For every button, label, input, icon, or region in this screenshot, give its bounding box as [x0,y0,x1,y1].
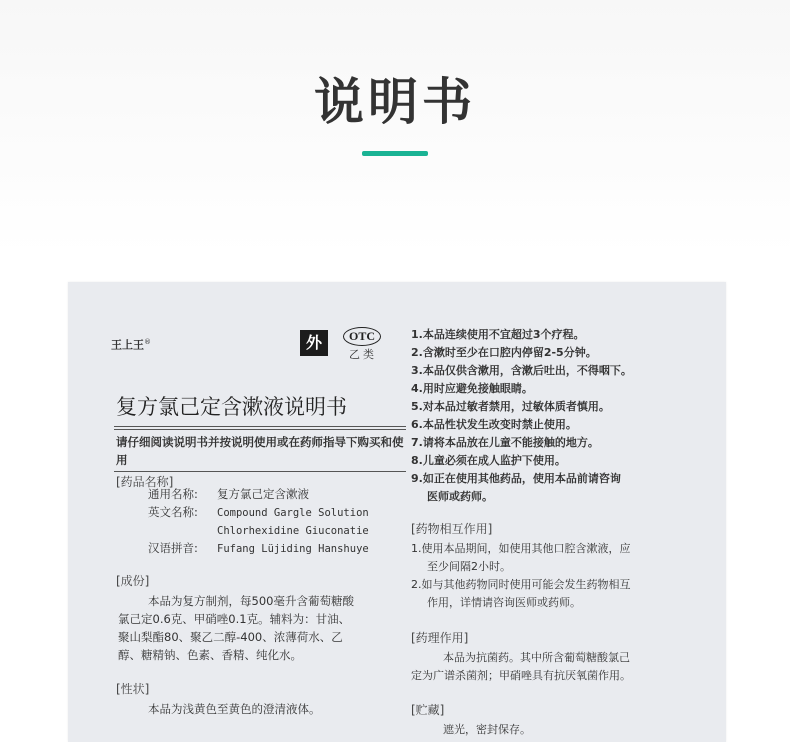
ingredients-line: 氯己定0.6克、甲硝唑0.1克。辅料为：甘油、 [118,612,351,626]
title-rule-2 [114,429,406,430]
external-use-badge: 外 [300,330,328,356]
warning-item: 6.本品性状发生改变时禁止使用。 [411,418,577,431]
section-heading-name: [药品名称] [116,475,174,489]
section-heading-interactions: [药物相互作用] [411,522,493,536]
warning-item: 8.儿童必须在成人监护下使用。 [411,454,566,467]
section-heading-properties: [性状] [116,682,150,696]
leaflet-photo [68,282,726,742]
warning-item: 2.含漱时至少在口腔内停留2-5分钟。 [411,346,597,359]
english-name-value-2: Chlorhexidine Giuconatie [217,525,369,537]
warning-item: 3.本品仅供含漱用，含漱后吐出，不得咽下。 [411,364,632,377]
page-header [0,0,790,300]
storage-text: 遮光，密封保存。 [443,723,531,736]
interactions-line: 至少间隔2小时。 [427,560,511,573]
english-name-value-1: Compound Gargle Solution [217,507,369,519]
leaflet-title: 复方氯己定含漱液说明书 [116,395,347,419]
interactions-line: 作用，详情请咨询医师或药师。 [427,596,581,609]
section-heading-pharmacology: [药理作用] [411,631,469,645]
title-rule [114,426,406,427]
properties-text: 本品为浅黄色至黄色的澄清液体。 [148,702,321,716]
warning-item: 7.请将本品放在儿童不能接触的地方。 [411,436,599,449]
brand-logo: 王上王® [111,338,151,352]
pinyin-label: 汉语拼音: [148,541,198,555]
generic-name-value: 复方氯己定含漱液 [217,487,309,501]
generic-name-label: 通用名称: [148,487,198,501]
warning-item: 4.用时应避免接触眼睛。 [411,382,533,395]
ingredients-line: 醇、糖精钠、色素、香精、纯化水。 [118,648,302,662]
pharmacology-line: 本品为抗菌药。其中所含葡萄糖酸氯己 [443,651,630,664]
warning-item: 医师或药师。 [427,490,493,503]
ingredients-line: 聚山梨酯80、聚乙二醇-400、浓薄荷水、乙 [118,630,343,644]
warning-item: 5.对本品过敏者禁用，过敏体质者慎用。 [411,400,610,413]
section-heading-ingredients: [成份] [116,574,150,588]
otc-badge: OTC [343,327,381,346]
usage-notice: 请仔细阅读说明书并按说明使用或在药师指导下购买和使用 [116,435,404,467]
otc-class-label: 乙类 [349,348,377,361]
warning-item: 1.本品连续使用不宜超过3个疗程。 [411,328,585,341]
interactions-line: 1.使用本品期间，如使用其他口腔含漱液，应 [411,542,631,555]
page-title: 说明书 [314,73,476,131]
notice-rule [114,471,406,472]
english-name-label: 英文名称: [148,505,198,519]
pinyin-value: Fufang Lüjiding Hanshuye [217,543,369,555]
section-heading-storage: [贮藏] [411,703,445,717]
title-underline [362,151,428,156]
ingredients-line: 本品为复方制剂，每500毫升含葡萄糖酸 [148,594,354,608]
interactions-line: 2.如与其他药物同时使用可能会发生药物相互 [411,578,631,591]
pharmacology-line: 定为广谱杀菌剂；甲硝唑具有抗厌氧菌作用。 [411,669,631,682]
warning-item: 9.如正在使用其他药品，使用本品前请咨询 [411,472,621,485]
